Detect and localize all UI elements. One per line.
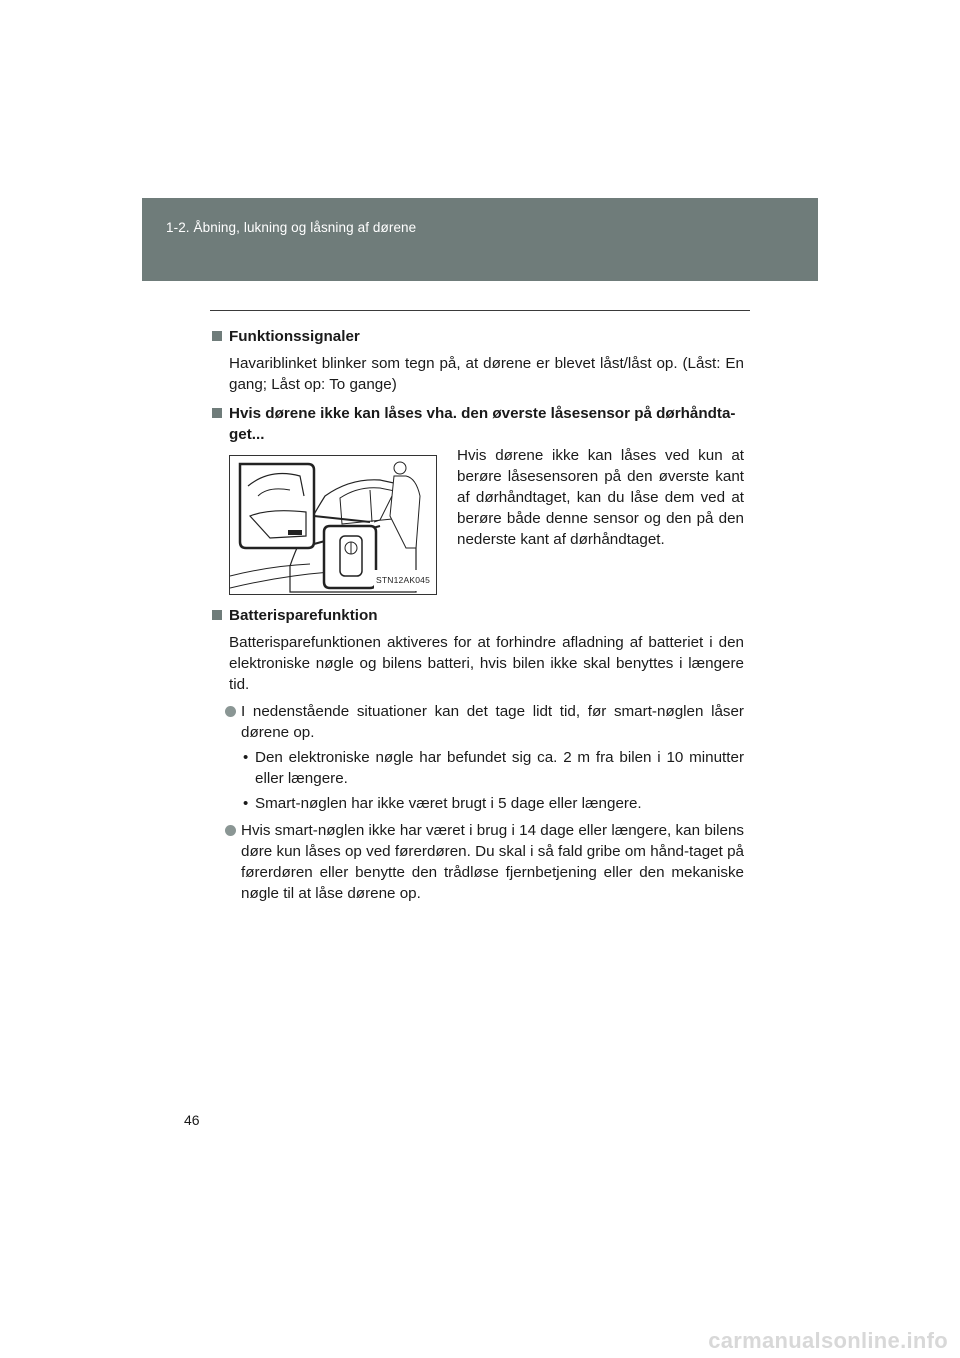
square-bullet-icon (212, 408, 222, 418)
section-paragraph: Havariblinket blinker som tegn på, at dørene er blevet låst/låst op. (Låst: En gang; Låst op: To gange) (229, 355, 744, 393)
door-handle-illustration (229, 455, 437, 595)
circle-bullet-icon (225, 706, 236, 717)
section-heading: Batterisparefunktion (212, 605, 744, 626)
figure-code: STN12AK045 (374, 570, 432, 591)
figure-row (229, 447, 744, 595)
list-item: I nedenstående situationer kan det tage lidt tid, før smart-nøglen låser dørene op. (212, 701, 744, 743)
divider (210, 310, 750, 311)
watermark: carmanualsonline.info (708, 1328, 948, 1353)
section-title: 1-2. Åbning, lukning og låsning af dørene (166, 220, 417, 235)
page-content (212, 326, 744, 912)
section-batterisparefunktion (212, 605, 744, 904)
figure-description: Hvis dørene ikke kan låses ved kun at berøre låsesensoren på den øverste kant af dørhåndtaget, kan du låse dem ved at berøre både denne sensor og den på den nederste kant af dørhåndtaget. (457, 447, 744, 548)
square-bullet-icon (212, 331, 222, 341)
section-heading: Hvis dørene ikke kan låses vha. den øverste låsesensor på dørhåndta-get... (212, 403, 744, 445)
sub-list-item: • Smart-nøglen har ikke været brugt i 5 dage eller længere. (243, 795, 642, 812)
dot-bullet-icon: • (243, 749, 249, 766)
section-door-sensor (212, 403, 744, 595)
section-heading: Funktionssignaler (212, 326, 744, 347)
section-funktionssignaler (212, 326, 744, 395)
page-number: 46 (184, 1112, 200, 1128)
dot-bullet-icon: • (243, 795, 249, 812)
circle-bullet-icon (225, 825, 236, 836)
page-header (142, 198, 818, 281)
sub-list-item: • Den elektroniske nøgle har befundet sig ca. 2 m fra bilen i 10 minutter eller længere. (243, 749, 744, 787)
list-item: Hvis smart-nøglen ikke har været i brug i 14 dage eller længere, kan bilens døre kun låses op ved førerdøren. Du skal i så fald gribe om hånd-taget på førerdøren eller benytte den trådløse fjernbetjening eller den mekaniske nøgle til at låse dørene op. (212, 820, 744, 904)
square-bullet-icon (212, 610, 222, 620)
section-paragraph: Batterisparefunktionen aktiveres for at forhindre afladning af batteriet i den elektroniske nøgle og bilens batteri, hvis bilen ikke skal benyttes i længere tid. (229, 634, 744, 693)
